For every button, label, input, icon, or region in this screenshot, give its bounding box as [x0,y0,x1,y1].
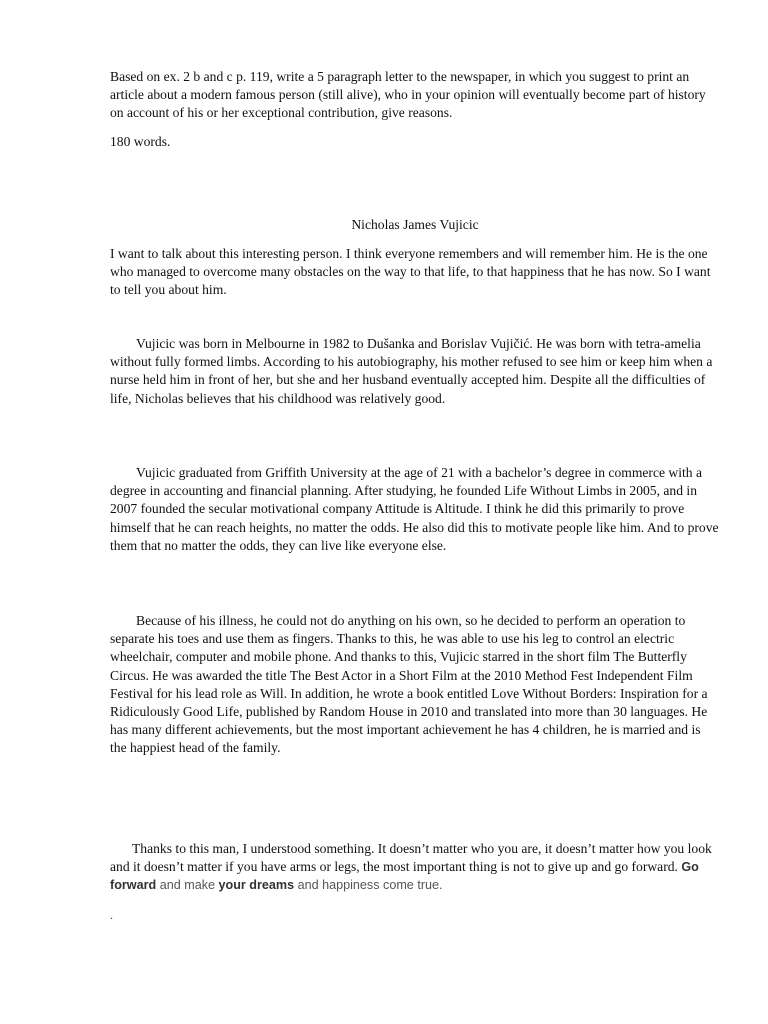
assignment-instructions: Based on ex. 2 b and c p. 119, write a 5 paragraph letter to the newspaper, in which you suggest to print an article about a modern famous person (still alive), who in your opinion will eventually become part of history on account of his or her exceptional contribution, give reasons. [110,69,706,121]
word-count: 180 words. [110,134,171,149]
trailing-period: . [110,908,113,922]
essay-paragraph-education: Vujicic graduated from Griffith University at the age of 21 with a bachelor’s degree in commerce with a degree in accounting and financial planning. After studying, he founded Life Without Limbs in 2005, and in 2007 founded the secular motivational company Attitude is Altitude. I think he did this primarily to prove himself that he can reach heights, no matter the odds. He also did this to motivate people like him. And to prove them that no matter the odds, they can live like everyone else. [110,465,719,553]
essay-conclusion [110,840,720,895]
essay-paragraph-birth: Vujicic was born in Melbourne in 1982 to Dušanka and Borislav Vujičić. He was born with tetra-amelia without fully formed limbs. According to his autobiography, his mother refused to see him or keep him when a nurse held him in front of her, but she and her husband eventually accepted him. Despite all the difficulties of life, Nicholas believes that his childhood was relatively good. [110,336,713,406]
essay-intro: I want to talk about this interesting person. I think everyone remembers and will remember him. He is the one who managed to overcome many obstacles on the way to that life, to that happiness that he has now. So I want to tell you about him. [110,246,711,298]
tail-go-forward: Go forward [110,860,699,893]
conclusion-text: Thanks to this man, I understood something. It doesn’t matter who you are, it doesn’t matter how you look and it doesn’t matter if you have arms or legs, the most important thing is not to give up and go forward. [110,841,712,875]
essay-title: Nicholas James Vujicic [351,217,479,232]
tail-your-dreams: your dreams [218,878,295,893]
tail-and-make: and make [159,878,215,893]
essay-paragraph-achievements: Because of his illness, he could not do anything on his own, so he decided to perform an operation to separate his toes and use them as fingers. Thanks to this, he was able to use his leg to control an electric wheelchair, computer and mobile phone. And thanks to this, Vujicic starred in the short film The Butterfly Circus. He was awarded the title The Best Actor in a Short Film at the 2010 Method Fest Independent Film Festival for his lead role as Will. In addition, he wrote a book entitled Love Without Borders: Inspiration for a Ridiculously Good Life, published by Random House in 2010 and translated into more than 30 languages. He has many different achievements, but the most important achievement he has 4 children, he is married and is the happiest head of the family. [110,613,708,756]
tail-happiness: and happiness come true. [297,878,443,893]
